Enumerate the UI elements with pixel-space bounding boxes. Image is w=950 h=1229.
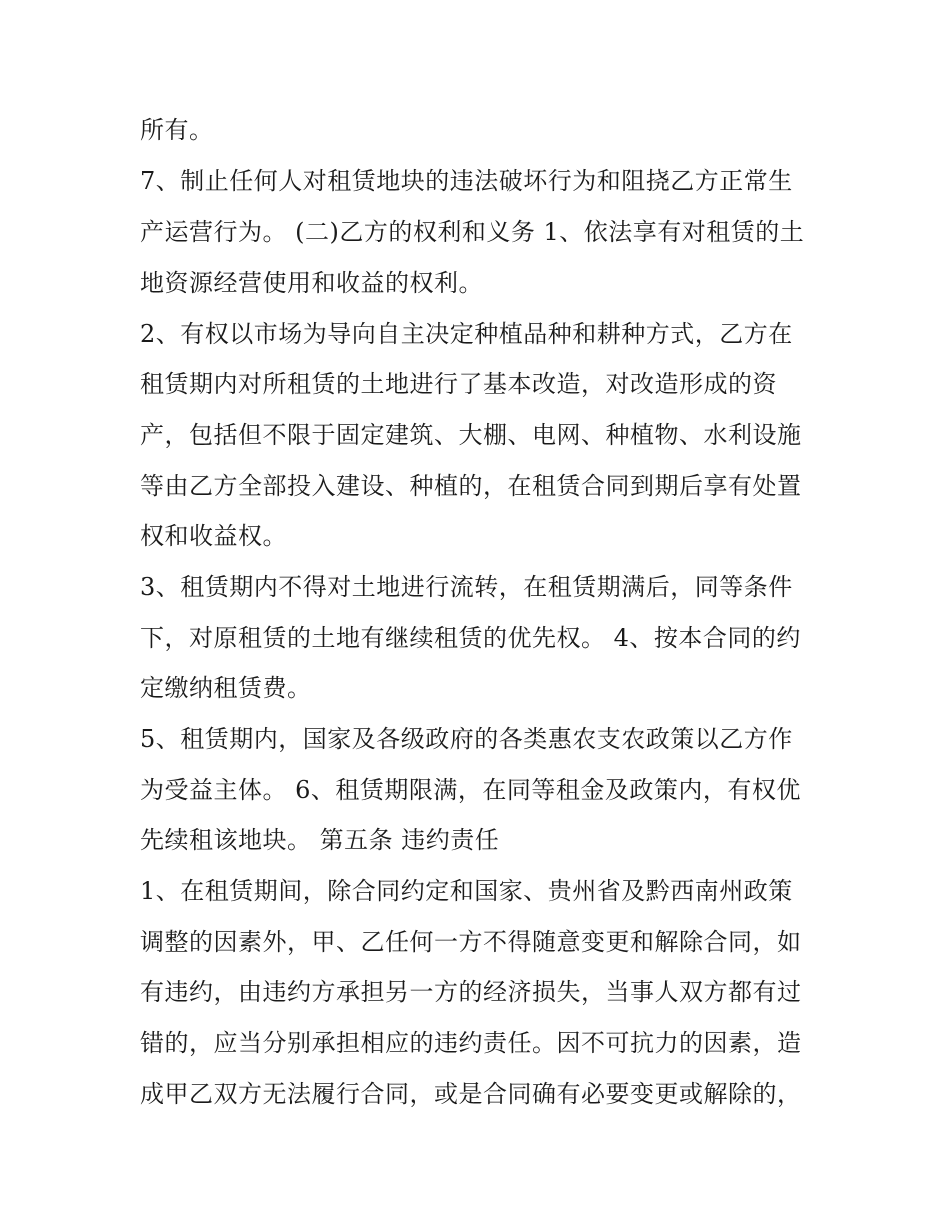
text-line: 租赁期内对所租赁的土地进行了基本改造，对改造形成的资 bbox=[140, 370, 777, 398]
text-line: 地资源经营使用和收益的权利。 bbox=[140, 269, 483, 297]
text-line: 5、租赁期内，国家及各级政府的各类惠农支农政策以乙方作 bbox=[140, 725, 793, 753]
text-line: 错的，应当分别承担相应的违约责任。因不可抗力的因素，造 bbox=[140, 1029, 802, 1057]
text-line: 调整的因素外，甲、乙任何一方不得随意变更和解除合同，如 bbox=[140, 928, 802, 956]
text-line: 先续租该地块。 第五条 违约责任 bbox=[140, 826, 500, 854]
text-line: 等由乙方全部投入建设、种植的，在租赁合同到期后享有处置 bbox=[140, 472, 802, 500]
text-line: 2、有权以市场为导向自主决定种植品种和耕种方式，乙方在 bbox=[140, 320, 793, 348]
text-line: 1、在租赁期间，除合同约定和国家、贵州省及黔西南州政策 bbox=[140, 877, 793, 905]
text-line: 3、租赁期内不得对土地进行流转，在租赁期满后，同等条件 bbox=[140, 573, 793, 601]
text-line: 定缴纳租赁费。 bbox=[140, 674, 312, 702]
text-line: 所有。 bbox=[140, 116, 214, 144]
text-line: 权和收益权。 bbox=[140, 522, 287, 550]
text-line: 产运营行为。 (二)乙方的权利和义务 1、依法享有对租赁的土 bbox=[140, 218, 805, 246]
text-line: 7、制止任何人对租赁地块的违法破坏行为和阻挠乙方正常生 bbox=[140, 167, 793, 195]
text-line: 为受益主体。 6、租赁期限满，在同等租金及政策内，有权优 bbox=[140, 776, 801, 804]
text-line: 成甲乙双方无法履行合同，或是合同确有必要变更或解除的， bbox=[140, 1080, 802, 1108]
text-line: 产，包括但不限于固定建筑、大棚、电网、种植物、水利设施 bbox=[140, 421, 802, 449]
text-line: 下，对原租赁的土地有继续租赁的优先权。 4、按本合同的约 bbox=[140, 624, 801, 652]
text-line: 有违约，由违约方承担另一方的经济损失，当事人双方都有过 bbox=[140, 978, 802, 1006]
